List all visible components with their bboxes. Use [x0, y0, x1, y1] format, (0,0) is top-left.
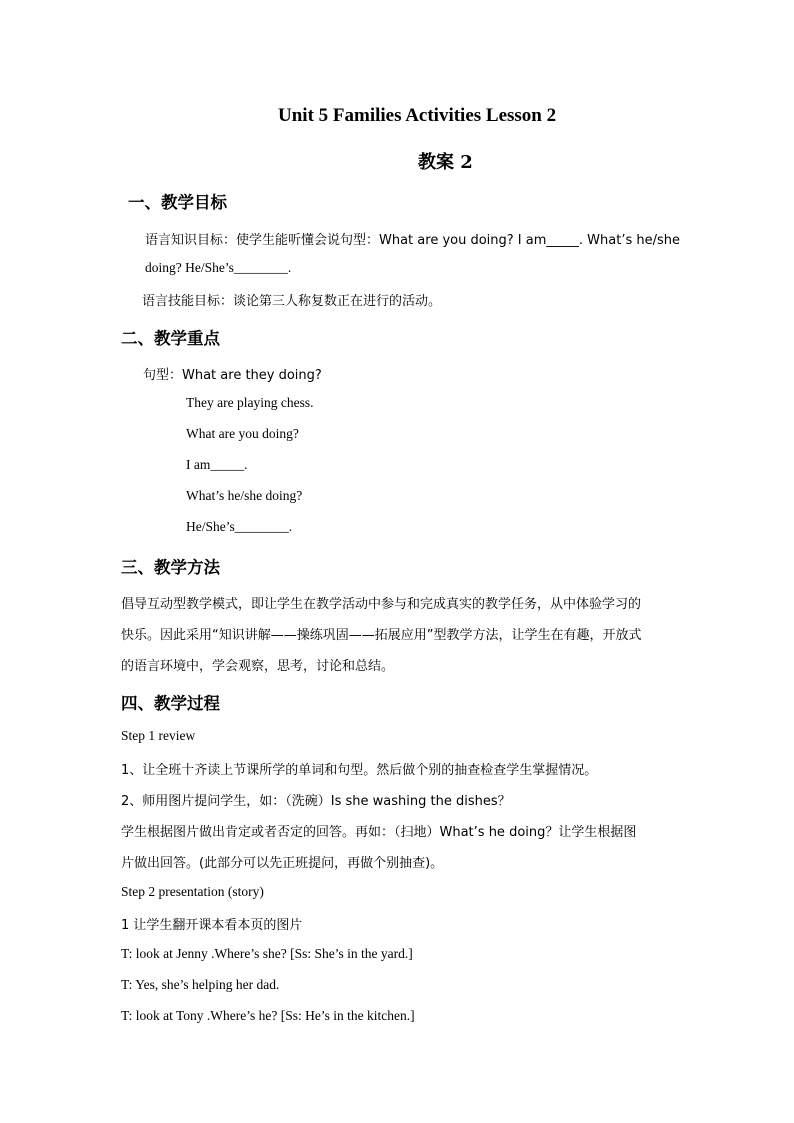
process-line-4: 学生根据图片做出肯定或者否定的回答。再如：（扫地）What’s he doing？让学生根据图	[121, 825, 637, 840]
goals-line-2: doing? He/She’s________.	[145, 260, 292, 275]
focus-sentence-4: What’s he/she doing?	[186, 488, 303, 503]
section-heading-focus: 二、教学重点	[121, 329, 220, 348]
focus-sentence-3: I am_____.	[186, 457, 248, 472]
method-line-3: 的语言环境中，学会观察，思考，讨论和总结。	[121, 659, 395, 674]
process-line-8: T: look at Jenny .Where’s she? [Ss: She’s in the yard.]	[121, 946, 413, 961]
focus-sentence-1: They are playing chess.	[186, 395, 314, 410]
method-line-1: 倡导互动型教学模式，即让学生在教学活动中参与和完成真实的教学任务，从中体验学习的	[121, 597, 642, 612]
focus-sentence-5: He/She’s________.	[186, 519, 293, 534]
process-line-5: 片做出回答。(此部分可以先正班提问，再做个别抽查)。	[121, 856, 444, 871]
goals-line-3: 语言技能目标：谈论第三人称复数正在进行的活动。	[142, 294, 442, 309]
process-line-6: Step 2 presentation (story)	[121, 884, 264, 899]
process-line-7: 1 让学生翻开课本看本页的图片	[121, 918, 303, 933]
process-line-2: 1、让全班十齐读上节课所学的单词和句型。然后做个别的抽查检查学生掌握情况。	[121, 763, 598, 778]
process-line-9: T: Yes, she’s helping her dad.	[121, 977, 280, 992]
method-line-2: 快乐。因此采用“知识讲解——操练巩固——拓展应用”型教学方法，让学生在有趣，开放式	[121, 628, 642, 643]
process-line-1: Step 1 review	[121, 728, 196, 743]
section-heading-goals: 一、教学目标	[128, 193, 227, 212]
document-title: Unit 5 Families Activities Lesson 2	[278, 105, 557, 126]
document-subtitle: 教案 2	[418, 152, 473, 173]
focus-sentence-2: What are you doing?	[186, 426, 299, 441]
process-line-10: T: look at Tony .Where’s he? [Ss: He’s in the kitchen.]	[121, 1008, 415, 1023]
goals-line-1: 语言知识目标：使学生能听懂会说句型：What are you doing? I am_____. What’s he/she	[145, 233, 680, 248]
process-line-3: 2、师用图片提问学生，如：（洗碗）Is she washing the dishes？	[121, 794, 511, 809]
focus-label: 句型：What are they doing?	[143, 368, 322, 383]
section-heading-process: 四、教学过程	[121, 694, 220, 713]
section-heading-method: 三、教学方法	[121, 558, 220, 577]
